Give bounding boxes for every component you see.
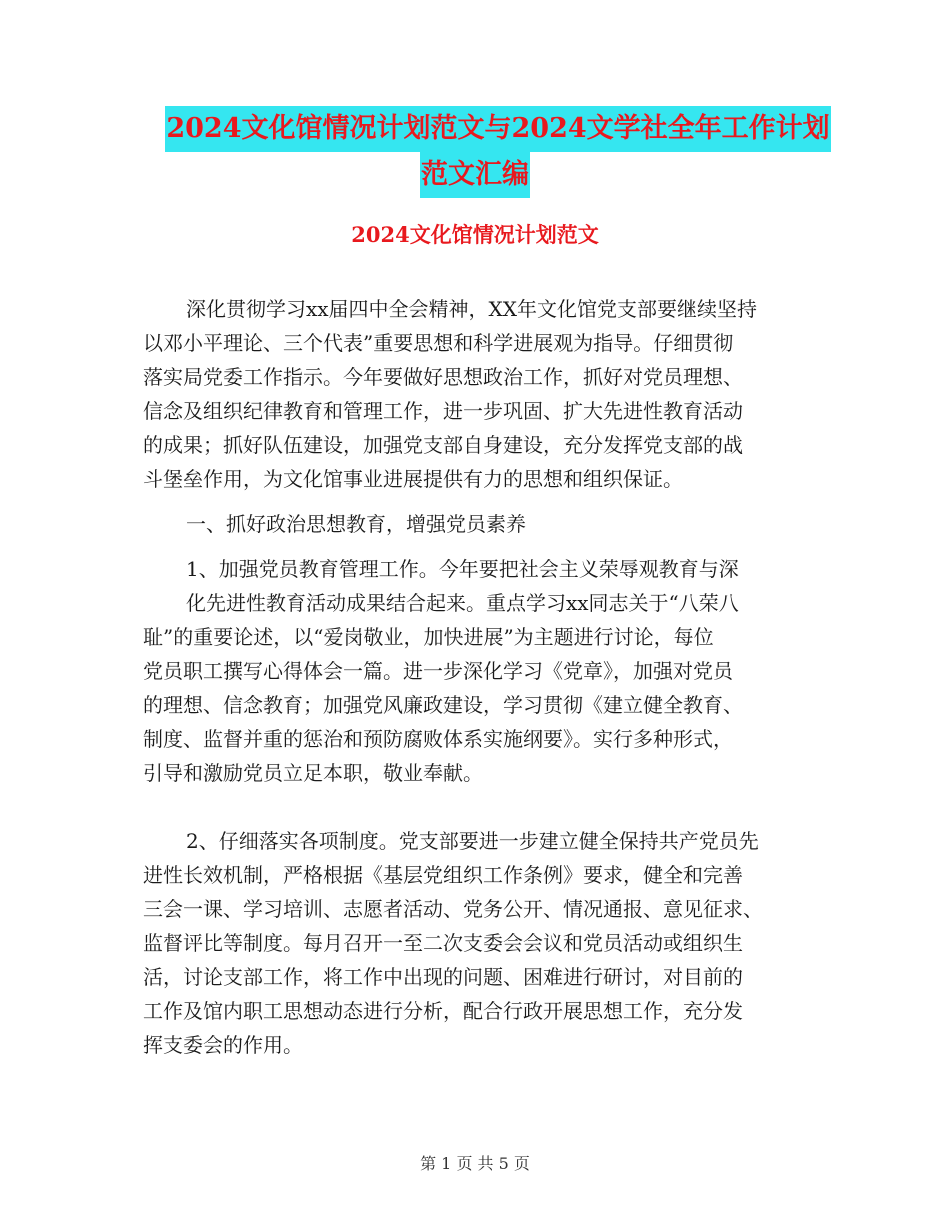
title-line-1: 2024文化馆情况计划范文与2024文学社全年工作计划 <box>165 106 830 152</box>
paragraph-line: 以邓小平理论、三个代表”重要思想和科学进展观为指导。仔细贯彻 <box>143 331 734 355</box>
paragraph-line: 化先进性教育活动成果结合起来。重点学习xx同志关于“八荣八 <box>186 591 739 615</box>
paragraph-line: 活，讨论支部工作，将工作中出现的问题、困难进行研讨，对目前的 <box>143 965 743 989</box>
paragraph-line: 耻”的重要论述，以“爱岗敬业，加快进展”为主题进行讨论，每位 <box>143 625 714 649</box>
paragraph-line: 斗堡垒作用，为文化馆事业进展提供有力的思想和组织保证。 <box>143 467 683 491</box>
paragraph-line: 信念及组织纪律教育和管理工作，进一步巩固、扩大先进性教育活动 <box>143 399 743 423</box>
paragraph-line: 挥支委会的作用。 <box>143 1033 303 1057</box>
paragraph-line: 1、加强党员教育管理工作。今年要把社会主义荣辱观教育与深 <box>186 557 739 581</box>
paragraph-line: 制度、监督并重的惩治和预防腐败体系实施纲要》。实行多种形式， <box>143 727 733 751</box>
paragraph-line: 深化贯彻学习xx届四中全会精神，XX年文化馆党支部要继续坚持 <box>186 297 758 321</box>
paragraph-line: 引导和激励党员立足本职，敬业奉献。 <box>143 761 483 785</box>
paragraph-line: 三会一课、学习培训、志愿者活动、党务公开、情况通报、意见征求、 <box>143 897 763 921</box>
paragraph-line: 的理想、信念教育；加强党风廉政建设，学习贯彻《建立健全教育、 <box>143 693 743 717</box>
paragraph-line: 进性长效机制，严格根据《基层党组织工作条例》要求，健全和完善 <box>143 863 743 887</box>
paragraph-line: 工作及馆内职工思想动态进行分析，配合行政开展思想工作，充分发 <box>143 999 743 1023</box>
paragraph-line: 2、仔细落实各项制度。党支部要进一步建立健全保持共产党员先 <box>186 829 759 853</box>
section-title: 2024文化馆情况计划范文 <box>351 222 599 247</box>
page-footer: 第 1 页 共 5 页 <box>420 1154 530 1173</box>
paragraph-line: 落实局党委工作指示。今年要做好思想政治工作，抓好对党员理想、 <box>143 365 743 389</box>
paragraph-line: 的成果；抓好队伍建设，加强党支部自身建设，充分发挥党支部的战 <box>143 433 743 457</box>
paragraph-line: 党员职工撰写心得体会一篇。进一步深化学习《党章》，加强对党员 <box>143 659 733 683</box>
title-line-2: 范文汇编 <box>420 152 530 198</box>
document-title <box>0 106 950 198</box>
paragraph-line: 监督评比等制度。每月召开一至二次支委会会议和党员活动或组织生 <box>143 931 743 955</box>
section-heading: 一、抓好政治思想教育，增强党员素养 <box>186 512 526 536</box>
